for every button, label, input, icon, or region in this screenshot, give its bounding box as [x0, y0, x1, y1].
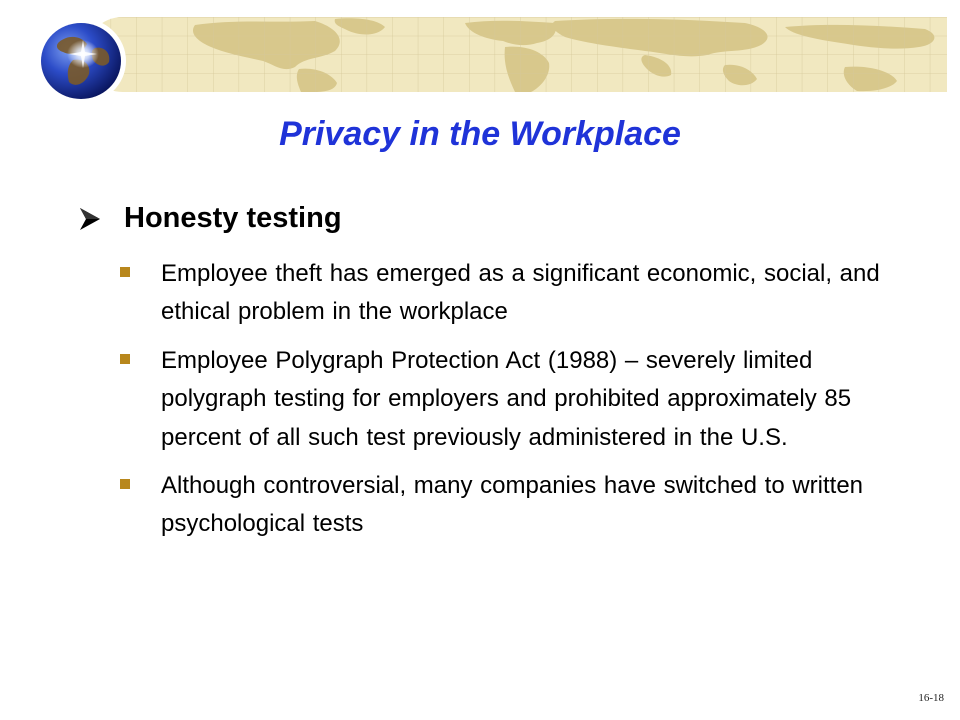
slide-title: Privacy in the Workplace	[279, 115, 681, 153]
list-item	[120, 342, 880, 457]
world-map-banner	[85, 17, 947, 92]
list-item-text: Employee Polygraph Protection Act (1988) – severely limited polygraph testing for employers and prohibited approximately 85 percent of all such test previously administered in the U.S.	[161, 346, 852, 451]
list-item-text: Employee theft has emerged as a significant economic, social, and ethical problem in the workplace	[161, 260, 880, 326]
square-bullet-icon	[120, 479, 130, 489]
square-bullet-icon	[120, 354, 130, 364]
arrow-bullet-icon	[78, 206, 102, 232]
list-item	[120, 467, 880, 544]
list-item	[120, 255, 880, 332]
globe-icon	[29, 12, 133, 106]
slide-number: 16-18	[918, 692, 944, 704]
main-bullet	[78, 202, 342, 235]
list-item-text: Although controversial, many companies have switched to written psychological tests	[161, 471, 864, 538]
square-bullet-icon	[120, 267, 130, 277]
main-bullet-text: Honesty testing	[124, 202, 342, 234]
sub-bullet-list	[120, 255, 880, 554]
